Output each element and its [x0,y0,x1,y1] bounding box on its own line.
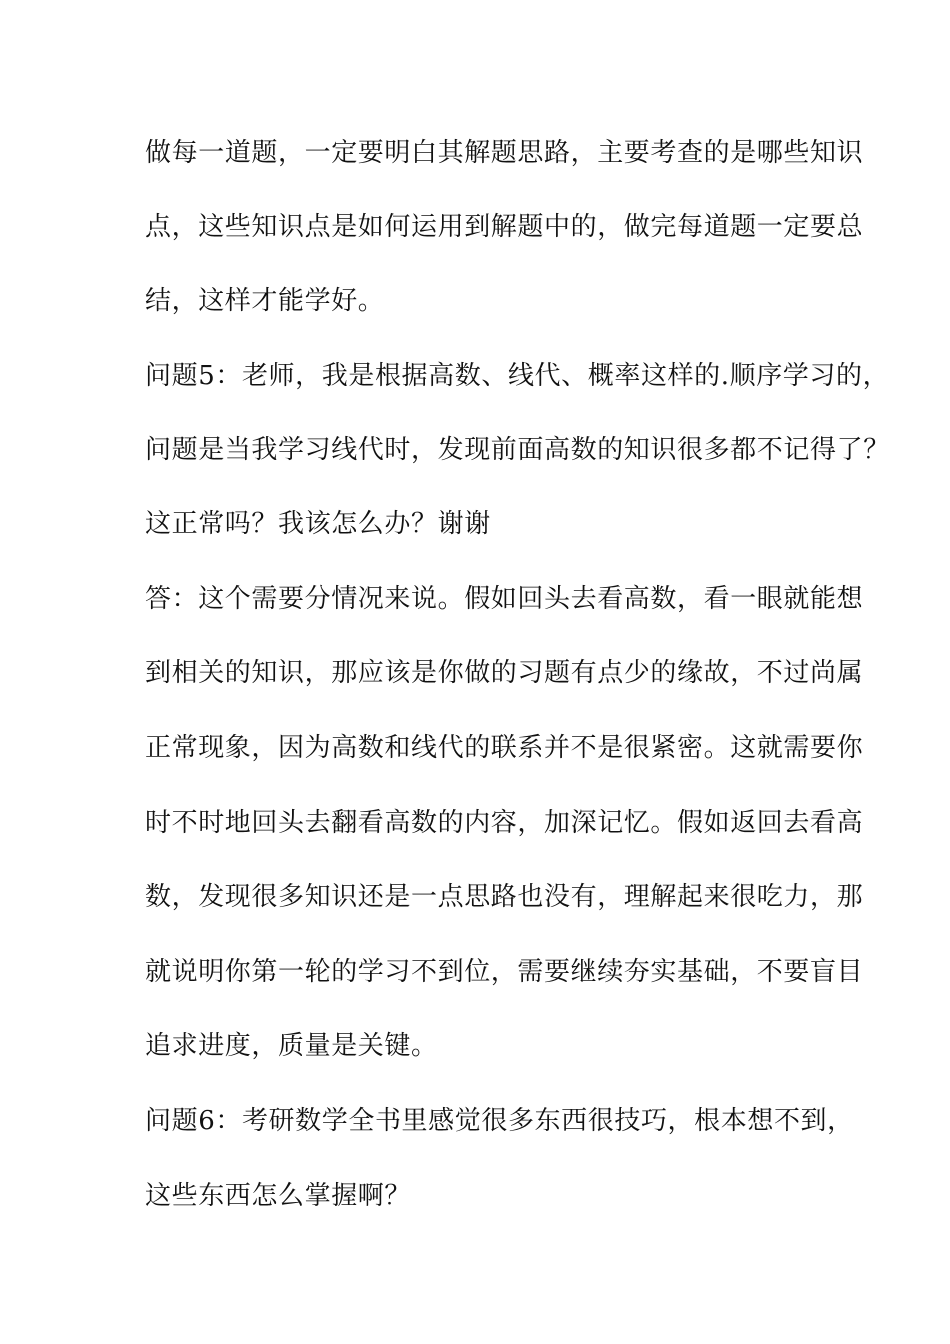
question-5-line: 问题是当我学习线代时，发现前面高数的知识很多都不记得了？ [145,435,890,465]
answer-line: 时不时地回头去翻看高数的内容，加深记忆。假如返回去看高 [145,808,864,838]
paragraph-line: 点，这些知识点是如何运用到解题中的，做完每道题一定要总 [145,212,864,242]
question-5-line: 这正常吗？我该怎么办？谢谢 [145,509,491,539]
answer-line: 就说明你第一轮的学习不到位，需要继续夯实基础，不要盲目 [145,957,864,987]
answer-line: 追求进度，质量是关键。 [145,1031,438,1061]
answer-line: 数，发现很多知识还是一点思路也没有，理解起来很吃力，那 [145,882,864,912]
question-5-line: 问题5：老师，我是根据高数、线代、概率这样的.顺序学习的， [145,361,890,391]
paragraph-line: 结，这样才能学好。 [145,286,385,316]
answer-line: 答：这个需要分情况来说。假如回头去看高数，看一眼就能想 [145,584,864,614]
answer-line: 到相关的知识，那应该是你做的习题有点少的缘故，不过尚属 [145,658,864,688]
question-6-line: 问题6：考研数学全书里感觉很多东西很技巧，根本想不到， [145,1106,854,1136]
paragraph-line: 做每一道题，一定要明白其解题思路，主要考查的是哪些知识 [145,138,864,168]
answer-line: 正常现象，因为高数和线代的联系并不是很紧密。这就需要你 [145,733,864,763]
question-6-line: 这些东西怎么掌握啊？ [145,1181,412,1211]
